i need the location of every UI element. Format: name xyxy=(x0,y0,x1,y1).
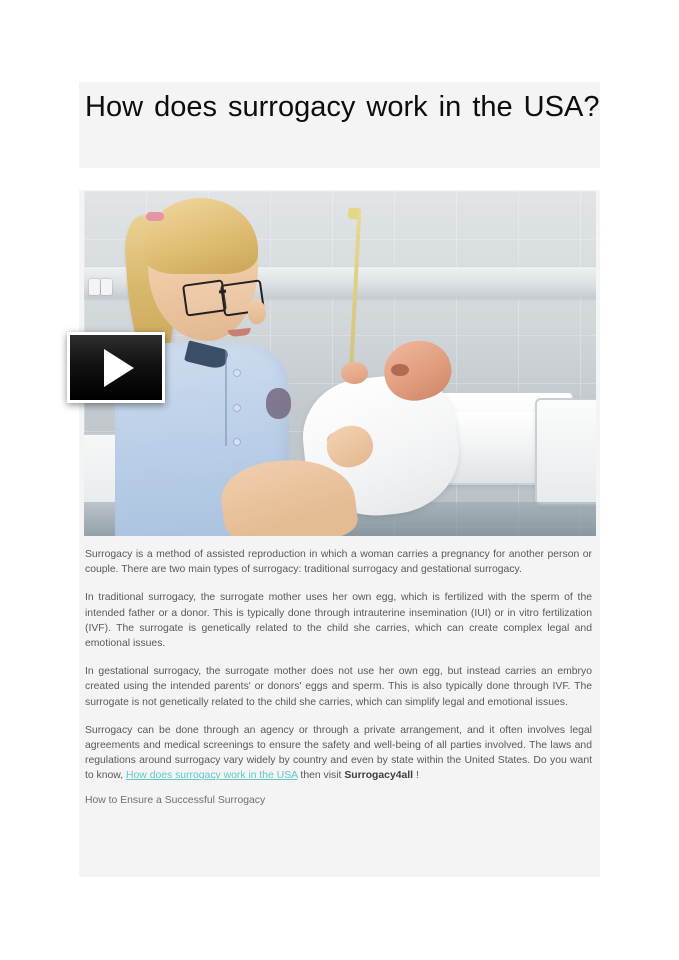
stethoscope xyxy=(266,388,292,419)
surrogacy-usa-link[interactable]: How does surrogacy work in the USA xyxy=(126,770,298,782)
article-panel xyxy=(79,190,600,877)
wall-socket-icon xyxy=(101,279,112,295)
title-panel xyxy=(79,82,600,168)
baby-mouth xyxy=(391,364,408,376)
nurse-hair-tie xyxy=(146,212,164,221)
paragraph-4-tail: ! xyxy=(413,770,419,782)
play-triangle-icon xyxy=(104,349,134,387)
paragraph-3: In gestational surrogacy, the surrogate mother does not use her own egg, but instead carries an embryo created using the intended parents' or donors' eggs and sperm. This is also typically done through IVF. The surrogate is not genetically related to the child she carries, which can simplify legal and emotional issues. xyxy=(85,666,592,708)
baby-fist xyxy=(341,362,368,384)
paragraph-4 xyxy=(85,723,592,784)
play-button[interactable] xyxy=(67,332,165,403)
bassinet-far-right xyxy=(535,398,596,506)
paragraph-4-middle: then visit xyxy=(297,770,345,782)
paragraph-4-lead: Surrogacy can be done through an agency or through a private arrangement, and it often involves legal agreements and medical screenings to ensure the safety and well-being of all parties involved. The laws and regulations around surrogacy vary widely by country and even by state within the United States. Do you want to know, xyxy=(85,724,592,782)
nurse-scrub-placket xyxy=(225,350,227,447)
article-body xyxy=(84,547,596,808)
nurse-glasses-left-lens xyxy=(182,280,227,317)
brand-name: Surrogacy4all xyxy=(344,770,414,782)
scrub-button xyxy=(234,405,240,411)
nurse-nose xyxy=(248,300,266,324)
subheading: How to Ensure a Successful Surrogacy xyxy=(85,794,266,806)
paragraph-1: Surrogacy is a method of assisted reproduction in which a woman carries a pregnancy for another person or couple. There are two main types of surrogacy: traditional surrogacy and gestational surrogacy. xyxy=(85,549,592,576)
page-title: How does surrogacy work in the USA? xyxy=(85,91,600,123)
wall-socket-icon xyxy=(89,279,100,295)
paragraph-2: In traditional surrogacy, the surrogate mother uses her own egg, which is fertilized with the sperm of the intended father or a donor. This is typically done through intrauterine insemination (IUI) or in vitro fertilization (IVF). The surrogate is genetically related to the child she carries, which can create complex legal and emotional issues. xyxy=(85,592,592,650)
